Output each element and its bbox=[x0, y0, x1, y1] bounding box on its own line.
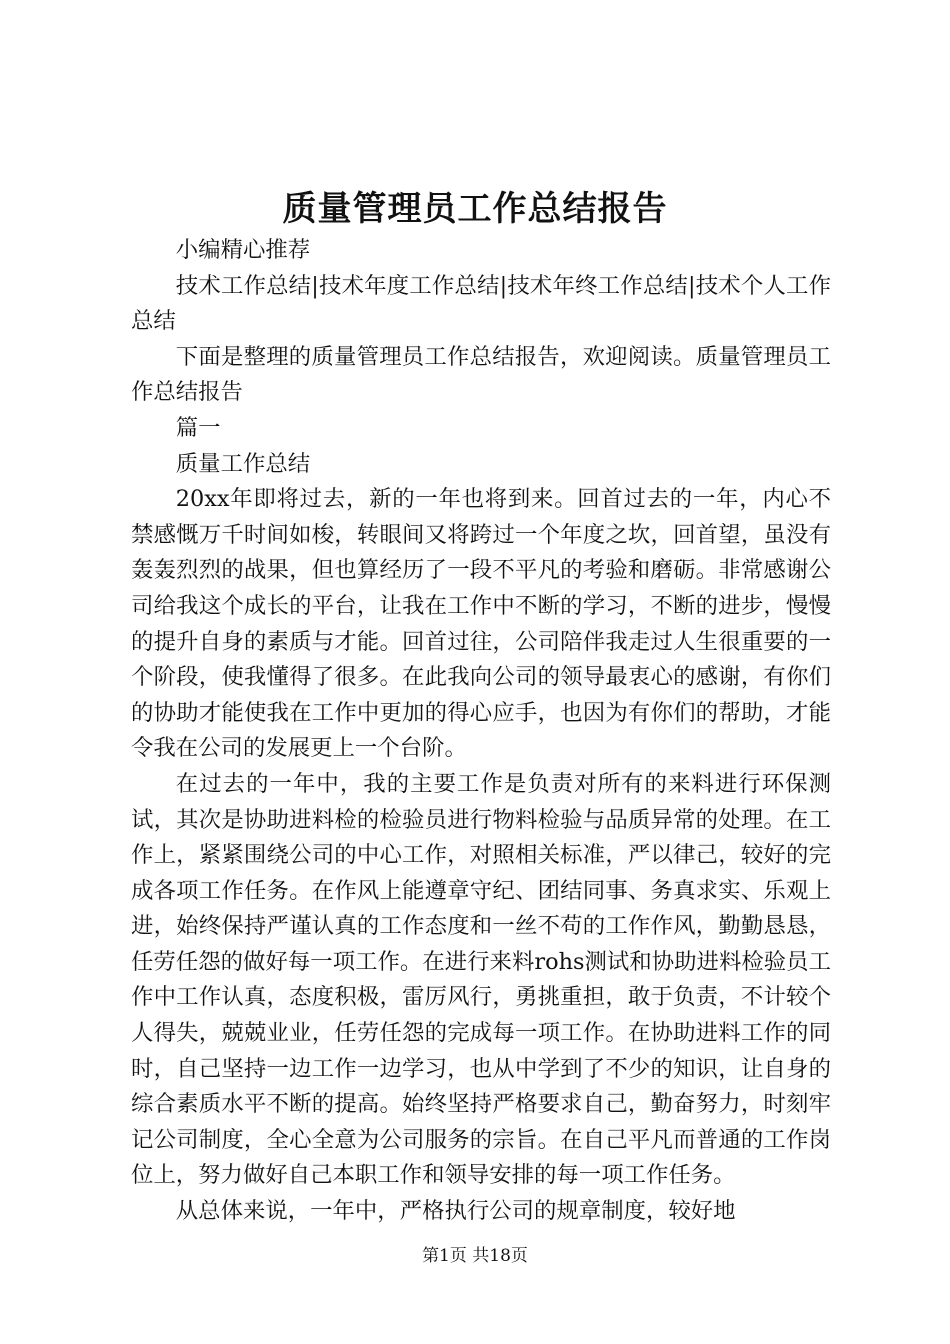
paragraph-body-3: 从总体来说，一年中，严格执行公司的规章制度，较好地 bbox=[175, 1198, 736, 1225]
document-body bbox=[131, 233, 831, 1230]
paragraph-body-2: 在过去的一年中，我的主要工作是负责对所有的来料进行环保测试，其次是协助进料检的检验员进行物料检验与品质异常的处理。在工作上，紧紧围绕公司的中心工作，对照相关标准，严以律己，较好的完成各项工作任务。在作风上能遵章守纪、团结同事、务真求实、乐观上进，始终保持严谨认真的工作态度和一丝不苟的工作作风，勤勤恳恳，任劳任怨的做好每一项工作。在进行来料rohs测试和协助进料检验员工作中工作认真，态度积极，雷厉风行，勇挑重担，敢于负责，不计较个人得失，兢兢业业，任劳任怨的完成每一项工作。在协助进料工作的同时，自己坚持一边工作一边学习，也从中学到了不少的知识，让自身的综合素质水平不断的提高。始终坚持严格要求自己，勤奋努力，时刻牢记公司制度，全心全意为公司服务的宗旨。在自己平凡而普通的工作岗位上，努力做好自己本职工作和领导安排的每一项工作任务。 bbox=[131, 770, 831, 1189]
paragraph-section-title: 质量工作总结 bbox=[175, 450, 311, 477]
document-title: 质量管理员工作总结报告 bbox=[282, 189, 668, 229]
page-footer: 第1页 共18页 bbox=[422, 1246, 528, 1266]
paragraph-intro: 下面是整理的质量管理员工作总结报告，欢迎阅读。质量管理员工作总结报告 bbox=[131, 343, 831, 406]
paragraph-recommend: 小编精心推荐 bbox=[175, 237, 311, 263]
paragraph-body-1: 20xx年即将过去，新的一年也将到来。回首过去的一年，内心不禁感慨万千时间如梭，转眼间又将跨过一个年度之坎，回首望，虽没有轰轰烈烈的战果，但也算经历了一段不平凡的考验和磨砺。非常感谢公司给我这个成长的平台，让我在工作中不断的学习，不断的进步，慢慢的提升自身的素质与才能。回首过往，公司陪伴我走过人生很重要的一个阶段，使我懂得了很多。在此我向公司的领导最衷心的感谢，有你们的协助才能使我在工作中更加的得心应手，也因为有你们的帮助，才能令我在公司的发展更上一个台阶。 bbox=[131, 486, 831, 762]
paragraph-section-label: 篇一 bbox=[175, 414, 221, 441]
paragraph-related-links: 技术工作总结|技术年度工作总结|技术年终工作总结|技术个人工作总结 bbox=[131, 272, 831, 335]
